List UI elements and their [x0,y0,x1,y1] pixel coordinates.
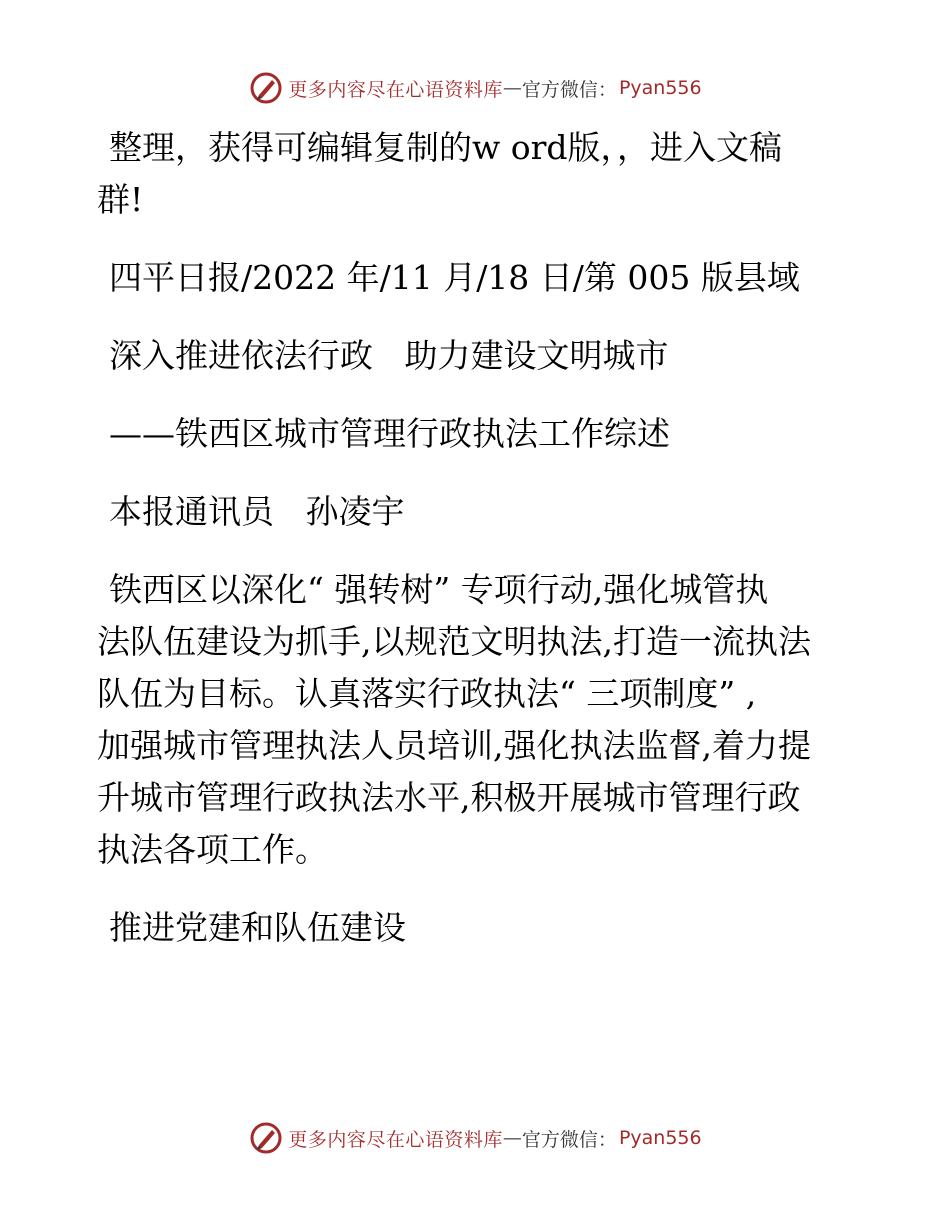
article-subtitle: ——铁西区城市管理行政执法工作综述 [109,414,670,453]
document-body [97,122,857,980]
pen-circle-icon [248,1120,284,1156]
article-title: 深入推进依法行政 助力建设文明城市 [109,336,669,375]
intro-paragraph [97,122,857,226]
pen-circle-icon [248,70,284,106]
source-line: 四平日报/2022 年/11 月/18 日/第 005 版县域 [109,258,800,297]
banner-wechat-id: Pyan556 [618,1127,702,1149]
banner-separator: — [502,77,522,99]
banner-separator: — [502,1127,522,1149]
banner-text: 更多内容尽在心语资料库 [288,1128,503,1151]
header-banner [0,70,950,106]
banner-wechat-label: 官方微信： [521,1128,617,1151]
body-line: 升城市管理行政执法水平,积极开展城市管理行政 [97,778,801,817]
banner-text: 更多内容尽在心语资料库 [288,78,503,101]
banner-wechat-id: Pyan556 [618,77,702,99]
body-line: 队伍为目标。认真落实行政执法“ 三项制度” , [97,674,757,713]
intro-line: 整理，获得可编辑复制的w ord版，，进入文稿 [109,128,783,167]
body-paragraph [97,564,857,876]
body-line: 加强城市管理执法人员培训,强化执法监督,着力提 [97,726,811,765]
body-line: 执法各项工作。 [97,830,328,869]
banner-wechat-label: 官方微信： [521,78,617,101]
body-line: 法队伍建设为抓手,以规范文明执法,打造一流执法 [97,622,811,661]
byline: 本报通讯员 孙凌宇 [109,492,405,531]
footer-banner [0,1120,950,1156]
intro-line: 群! [97,180,144,219]
section-heading: 推进党建和队伍建设 [109,908,406,947]
body-line: 铁西区以深化“ 强转树” 专项行动,强化城管执 [109,570,769,609]
